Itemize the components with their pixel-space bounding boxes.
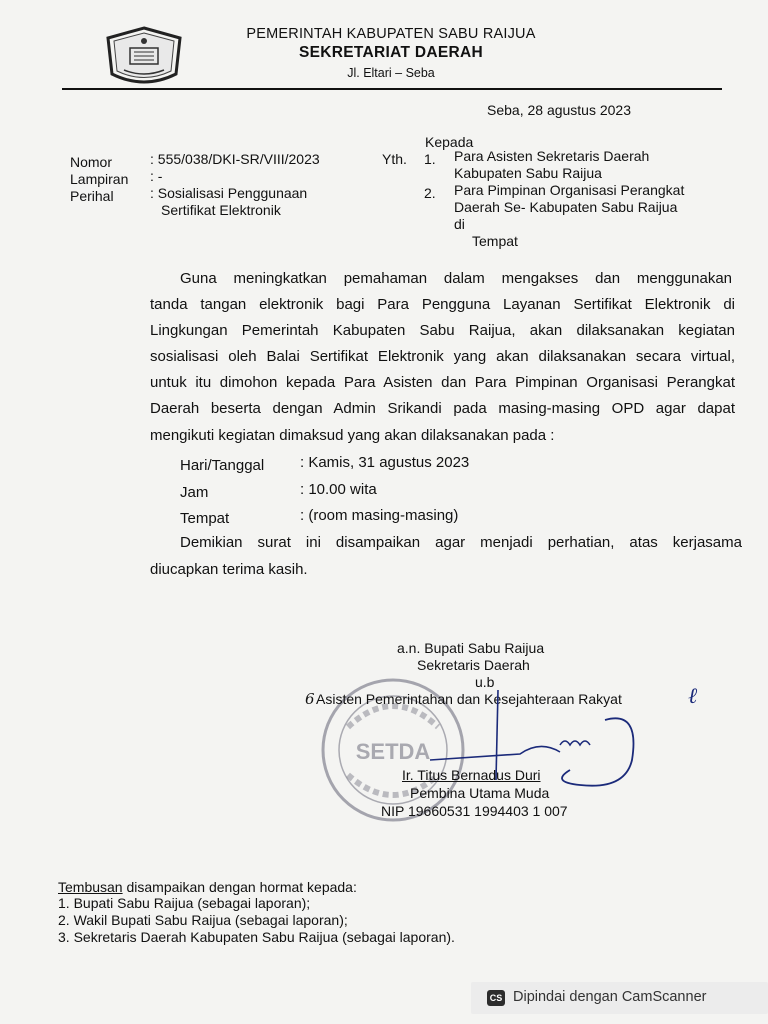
schedule-day-value: : Kamis, 31 agustus 2023	[300, 454, 470, 471]
perihal-label: Perihal	[70, 188, 114, 204]
signature-ub: u.b	[475, 674, 495, 690]
letter-date: Seba, 28 agustus 2023	[487, 102, 632, 118]
yth-label: Yth.	[382, 151, 407, 167]
body-line: sosialisasi oleh Balai Sertifikat Elektronik yang akan dilaksanakan secara virtual,	[150, 348, 735, 365]
letterhead-government: PEMERINTAH KABUPATEN SABU RAIJUA	[246, 26, 536, 42]
recipient-di: di	[454, 216, 465, 232]
signature-an: a.n. Bupati Sabu Raijua	[397, 640, 545, 656]
camscanner-text: Dipindai dengan CamScanner	[513, 989, 707, 1005]
letterhead-divider	[62, 88, 722, 90]
letterhead-office: SEKRETARIAT DAERAH	[299, 44, 483, 61]
tembusan-item: 1. Bupati Sabu Raijua (sebagai laporan);	[58, 895, 311, 911]
signatory-name: Ir. Titus Bernadus Duri	[402, 767, 541, 783]
body-line: Daerah beserta dengan Admin Srikandi pada masing-masing OPD agar dapat	[150, 400, 735, 417]
closing-line: Demikian surat ini disampaikan agar menjadi perhatian, atas kerjasama	[180, 534, 742, 551]
recipient-1-number: 1.	[424, 151, 436, 167]
signature-sekda: Sekretaris Daerah	[417, 657, 530, 673]
recipient-1-line1: Para Asisten Sekretaris Daerah	[454, 148, 650, 164]
handwritten-signature-icon	[410, 690, 650, 800]
tembusan-heading-rest: disampaikan dengan hormat kepada:	[122, 879, 357, 895]
tembusan-item: 2. Wakil Bupati Sabu Raijua (sebagai laporan);	[58, 912, 348, 928]
nomor-value: : 555/038/DKI-SR/VIII/2023	[150, 151, 320, 167]
recipient-2-line1: Para Pimpinan Organisasi Perangkat	[454, 182, 685, 198]
recipient-2-line2: Daerah Se- Kabupaten Sabu Raijua	[454, 199, 678, 215]
camscanner-logo-icon: CS	[487, 990, 505, 1006]
schedule-time-value: : 10.00 wita	[300, 481, 377, 498]
schedule-time-label: Jam	[180, 484, 209, 501]
recipient-1-line2: Kabupaten Sabu Raijua	[454, 165, 602, 181]
signatory-rank: Pembina Utama Muda	[410, 785, 550, 801]
body-line: Lingkungan Pemerintah Kabupaten Sabu Raijua, akan dilaksanakan kegiatan	[150, 322, 735, 339]
seal-text: SETDA	[355, 739, 431, 764]
body-line: mengikuti kegiatan dimaksud yang akan dilaksanakan pada :	[150, 427, 555, 444]
schedule-place-label: Tempat	[180, 510, 230, 527]
nomor-label: Nomor	[70, 154, 113, 170]
perihal-value-continued: Sertifikat Elektronik	[161, 202, 281, 218]
signatory-nip: NIP 19660531 1994403 1 007	[381, 803, 568, 819]
tembusan-heading	[58, 879, 357, 895]
kepada-label: Kepada	[425, 134, 474, 150]
body-line: Guna meningkatkan pemahaman dalam mengakses dan menggunakan	[180, 270, 732, 287]
handwritten-initial-icon: ℓ	[688, 684, 698, 709]
closing-line-end: diucapkan terima kasih.	[150, 561, 308, 578]
signature-asisten: Asisten Pemerintahan dan Kesejahteraan Rakyat	[316, 691, 622, 707]
camscanner-watermark	[471, 982, 768, 1014]
body-line: untuk itu dimohon kepada Para Asisten dan Para Pimpinan Organisasi Perangkat	[150, 374, 735, 391]
schedule-day-label: Hari/Tanggal	[180, 457, 265, 474]
lampiran-label: Lampiran	[70, 171, 129, 187]
recipient-2-number: 2.	[424, 185, 436, 201]
lampiran-value: : -	[150, 168, 163, 184]
perihal-value: : Sosialisasi Penggunaan	[150, 185, 308, 201]
recipient-tempat: Tempat	[472, 233, 518, 249]
handwritten-mark-left: 6	[305, 690, 315, 708]
tembusan-heading-label: Tembusan	[58, 879, 123, 895]
letterhead-address: Jl. Eltari – Seba	[347, 66, 435, 80]
schedule-place-value: : (room masing-masing)	[300, 507, 459, 524]
tembusan-item: 3. Sekretaris Daerah Kabupaten Sabu Raijua (sebagai laporan).	[58, 929, 455, 945]
body-line: tanda tangan elektronik bagi Para Pengguna Layanan Sertifikat Elektronik di	[150, 296, 735, 313]
